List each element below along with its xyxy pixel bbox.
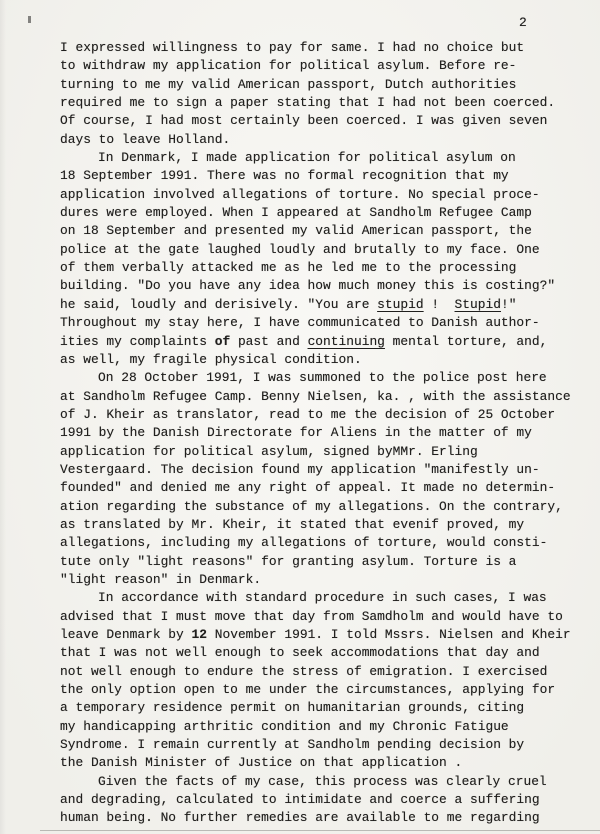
text-segment: turning to me my valid American passport, Dutch authorities: [60, 76, 517, 92]
text-line: [60, 626, 590, 644]
text-line: [60, 369, 590, 387]
scan-artifact: [28, 16, 31, 23]
underlined-text: continuing: [307, 333, 385, 349]
text-line: [60, 773, 590, 791]
text-line: [60, 589, 590, 607]
text-segment: building. "Do you have any idea how much money this is costing?": [60, 278, 556, 294]
text-line: [60, 259, 590, 277]
text-line: [60, 791, 590, 809]
text-line: [60, 443, 590, 461]
page-number: 2: [519, 15, 527, 30]
text-line: [60, 699, 590, 717]
text-segment: !": [500, 296, 517, 312]
text-segment: allegations, including my allegations of torture, would consti-: [60, 535, 548, 551]
text-segment: ities my complaints: [60, 333, 215, 349]
paragraph: [60, 39, 590, 149]
text-line: [60, 131, 590, 149]
text-segment: ation regarding the substance of my allegations. On the contrary,: [60, 498, 563, 514]
text-line: [60, 296, 590, 314]
text-segment: the only option open to me under the circumstances, applying for: [60, 682, 556, 698]
text-line: [60, 351, 590, 369]
text-segment: human being. No further remedies are available to me regarding: [60, 810, 540, 826]
text-segment: and degrading, calculated to intimidate and coerce a suffering: [60, 792, 540, 808]
text-segment: advised that I must move that day from Samdholm and would have to: [60, 608, 563, 624]
text-segment: founded" and denied me any right of appeal. It made no determin-: [60, 480, 556, 496]
text-line: [60, 167, 590, 185]
paragraph: [60, 589, 590, 772]
text-line: [60, 553, 590, 571]
text-line: [60, 388, 590, 406]
text-segment: application for political asylum, signed byMMr. Erling: [60, 443, 478, 459]
text-segment: November 1991. I told Mssrs. Nielsen and Kheir: [207, 627, 571, 642]
text-line: [60, 644, 590, 662]
text-segment: my handicapping arthritic condition and my Chronic Fatigue: [60, 718, 509, 734]
document-text: [60, 39, 590, 828]
text-segment: of them verbally attacked me as he led me to the processing: [60, 260, 517, 276]
text-segment: on 18 September and presented my valid American passport, the: [60, 223, 532, 239]
text-line: [60, 94, 590, 112]
text-segment: In accordance with standard procedure in such cases, I was: [98, 590, 547, 606]
text-line: [60, 461, 590, 479]
text-segment: of J. Kheir as translator, read to me the decision of 25 October: [60, 406, 556, 422]
text-line: [60, 241, 590, 259]
text-segment: that I was not well enough to seek accommodations that day and: [60, 645, 540, 661]
text-segment: days to leave Holland.: [60, 131, 231, 147]
text-line: [60, 754, 590, 772]
text-line: [60, 736, 590, 754]
text-line: [60, 333, 590, 351]
text-line: [60, 149, 590, 167]
text-line: [60, 222, 590, 240]
text-segment: 12: [191, 627, 207, 642]
text-line: [60, 718, 590, 736]
text-line: [60, 681, 590, 699]
text-line: [60, 204, 590, 222]
text-segment: !: [423, 296, 455, 312]
text-line: [60, 277, 590, 295]
text-segment: Throughout my stay here, I have communicated to Danish author-: [60, 315, 540, 331]
text-line: [60, 498, 590, 516]
underlined-text: Stupid: [454, 296, 501, 312]
text-segment: mental torture, and,: [384, 333, 548, 349]
text-line: [60, 424, 590, 442]
text-segment: to withdraw my application for political asylum. Before re-: [60, 58, 517, 74]
underlined-text: stupid: [377, 296, 424, 312]
text-segment: "light reason" in Denmark.: [60, 571, 262, 587]
text-line: [60, 534, 590, 552]
text-line: [60, 479, 590, 497]
text-line: [60, 57, 590, 75]
text-segment: In Denmark, I made application for political asylum on: [98, 150, 516, 166]
text-segment: Of course, I had most certainly been coerced. I was given seven: [60, 113, 548, 129]
scan-edge-shadow: [40, 830, 600, 831]
text-segment: Given the facts of my case, this process was clearly cruel: [98, 773, 547, 789]
text-line: [60, 406, 590, 424]
text-segment: 18 September 1991. There was no formal recognition that my: [60, 168, 509, 184]
paragraph: [60, 369, 590, 589]
text-segment: tute only "light reasons" for granting asylum. Torture is a: [60, 553, 517, 569]
text-segment: police at the gate laughed loudly and brutally to my face. One: [60, 241, 540, 257]
text-segment: On 28 October 1991, I was summoned to the police post here: [98, 370, 547, 386]
text-segment: leave Denmark by: [60, 627, 192, 642]
text-segment: required me to sign a paper stating that I had not been coerced.: [60, 95, 556, 111]
text-line: [60, 571, 590, 589]
text-segment: 1991 by the Danish Directorate for Aliens in the matter of my: [60, 425, 532, 441]
text-line: [60, 809, 590, 827]
text-segment: as translated by Mr. Kheir, it stated that evenif proved, my: [60, 516, 525, 532]
text-segment: not well enough to endure the stress of emigration. I exercised: [60, 663, 548, 679]
text-line: [60, 39, 590, 57]
text-segment: as well, my fragile physical condition.: [60, 351, 362, 367]
text-line: [60, 663, 590, 681]
text-segment: past and: [230, 333, 308, 349]
paragraph: [60, 773, 590, 828]
text-segment: at Sandholm Refugee Camp. Benny Nielsen, ka. , with the assistance: [60, 388, 571, 404]
text-line: [60, 76, 590, 94]
text-segment: application involved allegations of torture. No special proce-: [60, 186, 540, 202]
text-line: [60, 516, 590, 534]
text-line: [60, 314, 590, 332]
text-segment: the Danish Minister of Justice on that application .: [60, 755, 463, 771]
text-segment: Vestergaard. The decision found my application "manifestly un-: [60, 461, 540, 477]
text-segment: I expressed willingness to pay for same. I had no choice but: [60, 40, 525, 55]
text-segment: a temporary residence permit on humanitarian grounds, citing: [60, 700, 525, 716]
text-segment: dures were employed. When I appeared at Sandholm Refugee Camp: [60, 205, 532, 221]
text-line: [60, 186, 590, 204]
text-segment: of: [214, 333, 231, 349]
paragraph: [60, 149, 590, 369]
text-line: [60, 608, 590, 626]
text-segment: Syndrome. I remain currently at Sandholm pending decision by: [60, 737, 525, 753]
text-segment: he said, loudly and derisively. "You are: [60, 296, 378, 312]
text-line: [60, 112, 590, 130]
